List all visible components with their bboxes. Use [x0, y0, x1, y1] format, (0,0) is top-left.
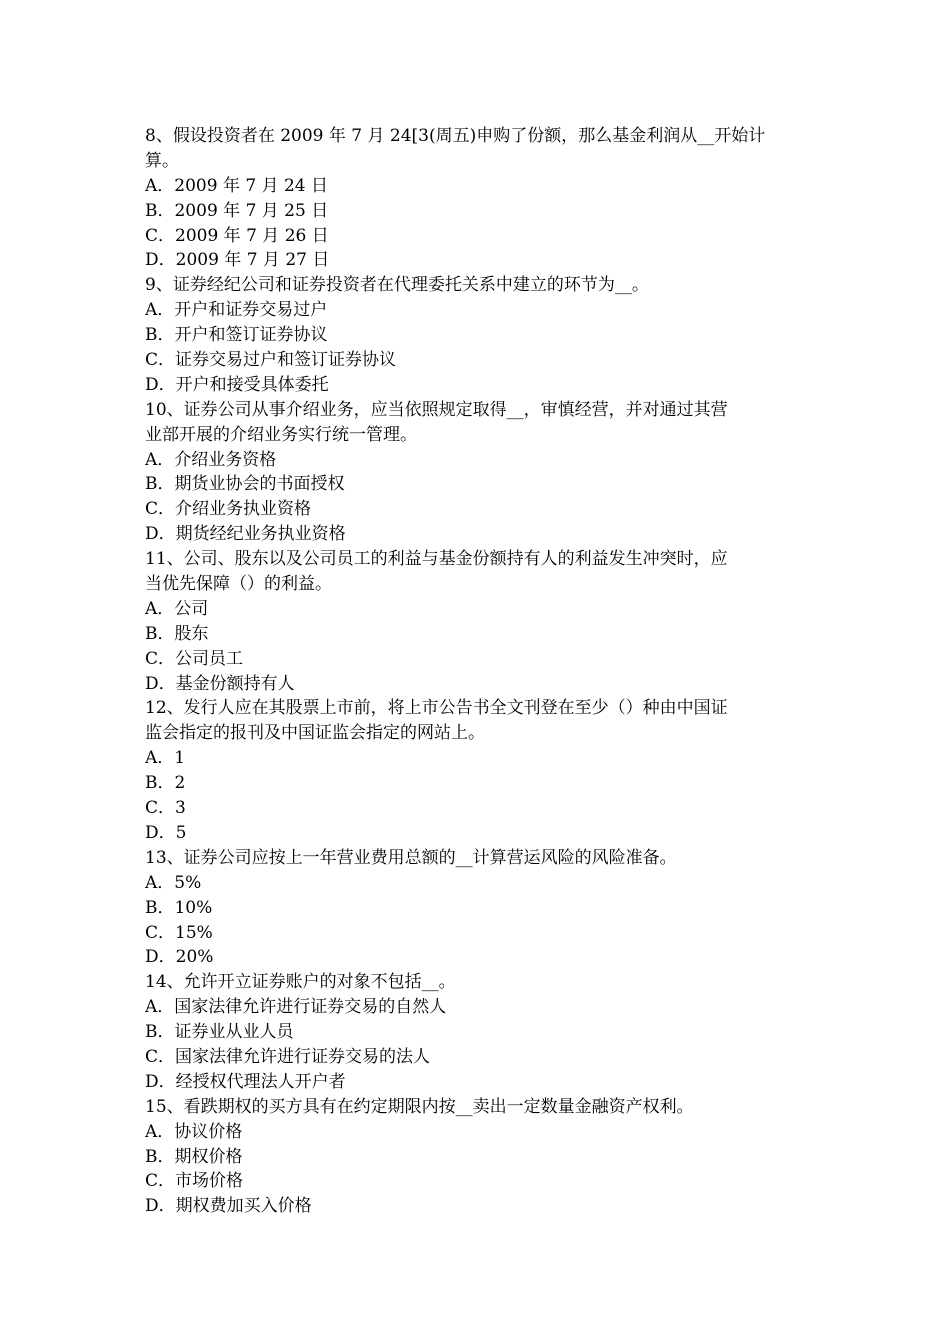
question-text: 当优先保障（）的利益。	[145, 574, 332, 595]
option-a: A．国家法律允许进行证券交易的自然人	[145, 997, 447, 1018]
option-a: A．开户和证券交易过户	[145, 300, 328, 321]
option-a: A．1	[145, 748, 186, 769]
question-15	[145, 1095, 811, 1219]
option-b: B．期货业协会的书面授权	[145, 474, 345, 495]
option-d: D．2009 年 7 月 27 日	[145, 250, 330, 271]
option-c: C．2009 年 7 月 26 日	[145, 225, 329, 246]
option-b: B．期权价格	[145, 1146, 243, 1167]
option-a: A．介绍业务资格	[145, 449, 277, 470]
option-b: B．10%	[145, 897, 213, 918]
question-text: 9、证券经纪公司和证券投资者在代理委托关系中建立的环节为__。	[145, 275, 649, 296]
option-d: D．20%	[145, 947, 214, 968]
option-d: D．期权费加买入价格	[145, 1196, 312, 1217]
question-13	[145, 846, 811, 970]
option-d: D．开户和接受具体委托	[145, 374, 329, 395]
question-text: 监会指定的报刊及中国证监会指定的网站上。	[145, 723, 485, 744]
question-8	[145, 124, 811, 273]
option-b: B．2009 年 7 月 25 日	[145, 200, 329, 221]
option-c: C．介绍业务执业资格	[145, 499, 312, 520]
question-text: 14、允许开立证券账户的对象不包括__。	[145, 972, 456, 993]
question-text: 业部开展的介绍业务实行统一管理。	[145, 424, 417, 445]
option-c: C．3	[145, 798, 186, 819]
option-a: A．5%	[145, 872, 202, 893]
question-text: 算。	[145, 150, 179, 171]
option-d: D．期货经纪业务执业资格	[145, 524, 346, 545]
option-b: B．2	[145, 773, 186, 794]
option-d: D．经授权代理法人开户者	[145, 1071, 346, 1092]
option-b: B．股东	[145, 623, 209, 644]
option-a: A．2009 年 7 月 24 日	[145, 175, 329, 196]
question-text: 13、证券公司应按上一年营业费用总额的__计算营运风险的风险准备。	[145, 847, 677, 868]
option-a: A．公司	[145, 598, 209, 619]
question-text: 15、看跌期权的买方具有在约定期限内按__卖出一定数量金融资产权利。	[145, 1096, 694, 1117]
question-text: 12、发行人应在其股票上市前，将上市公告书全文刊登在至少（）种由中国证	[145, 698, 728, 719]
option-d: D．5	[145, 822, 187, 843]
question-9	[145, 273, 811, 397]
option-a: A．协议价格	[145, 1121, 243, 1142]
question-text: 8、假设投资者在 2009 年 7 月 24[3(周五)申购了份额，那么基金利润从__开始计	[145, 126, 766, 146]
option-d: D．基金份额持有人	[145, 673, 295, 694]
question-text: 11、公司、股东以及公司员工的利益与基金份额持有人的利益发生冲突时，应	[145, 549, 728, 570]
option-c: C．公司员工	[145, 648, 244, 669]
option-b: B．开户和签订证券协议	[145, 325, 328, 346]
document-page	[145, 124, 811, 1219]
question-10	[145, 398, 811, 547]
option-c: C．市场价格	[145, 1171, 244, 1192]
question-11	[145, 547, 811, 696]
option-c: C．15%	[145, 922, 213, 943]
option-c: C．证券交易过户和签订证券协议	[145, 350, 397, 371]
question-12	[145, 696, 811, 845]
option-c: C．国家法律允许进行证券交易的法人	[145, 1046, 431, 1067]
option-b: B．证券业从业人员	[145, 1022, 294, 1043]
question-14	[145, 970, 811, 1094]
question-text: 10、证券公司从事介绍业务，应当依照规定取得__，审慎经营，并对通过其营	[145, 399, 728, 420]
